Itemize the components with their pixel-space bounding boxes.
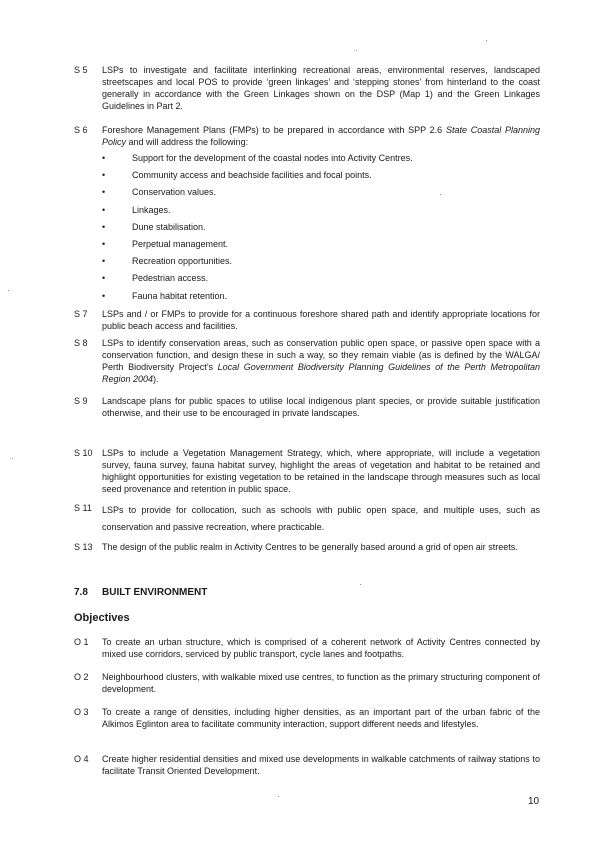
statement-s7 bbox=[74, 308, 540, 332]
objective-number: O 4 bbox=[74, 754, 89, 764]
objective-number: O 1 bbox=[74, 637, 89, 647]
list-item: • Recreation opportunities. bbox=[102, 256, 233, 267]
statement-text bbox=[102, 337, 540, 385]
scan-speck bbox=[360, 584, 361, 585]
objective-o3 bbox=[74, 706, 540, 730]
s6-bullet-list bbox=[102, 152, 522, 307]
statement-s10 bbox=[74, 447, 540, 495]
statement-text-start: Foreshore Management Plans (FMPs) to be prepared in accordance with SPP 2.6 bbox=[102, 125, 446, 135]
objective-o4 bbox=[74, 753, 540, 777]
bullet-icon: • bbox=[102, 256, 106, 267]
statement-number: S 8 bbox=[74, 338, 88, 348]
list-item: • Community access and beachside facilities and focal points. bbox=[102, 170, 372, 181]
statement-text-start: LSPs to identify conservation areas, such as conservation public open space, or passive open space with a conservation function, and design these in such a way, so they remain viable (as is defined by the WALGA/ Perth Biodiversity Project’s bbox=[102, 338, 540, 372]
objectives-heading: Objectives bbox=[74, 612, 130, 624]
objective-o2 bbox=[74, 671, 540, 695]
list-item: • Support for the development of the coastal nodes into Activity Centres. bbox=[102, 153, 413, 163]
statement-s5 bbox=[74, 64, 540, 112]
bullet-icon: • bbox=[102, 221, 106, 232]
bullet-icon: • bbox=[102, 273, 106, 284]
statement-text: Landscape plans for public spaces to utilise local indigenous plant species, or provide suitable justification otherwise, and their use to be encouraged in private landscapes. bbox=[102, 396, 540, 418]
statement-number: S 5 bbox=[74, 65, 88, 75]
section-heading bbox=[74, 587, 207, 598]
bullet-icon: • bbox=[102, 238, 106, 249]
list-item: • Linkages. bbox=[102, 204, 171, 215]
statement-number: S 7 bbox=[74, 309, 88, 319]
list-item: • Dune stabilisation. bbox=[102, 221, 206, 232]
scan-speck bbox=[356, 50, 357, 51]
statement-text-end: and will address the following: bbox=[126, 137, 249, 147]
statement-number: S 11 bbox=[74, 503, 92, 513]
objective-text: To create a range of densities, including higher densities, as an important part of the urban fabric of the Alkimos Eglinton area to facilitate community interaction, support different needs and lifestyles. bbox=[102, 707, 540, 729]
objective-number: O 3 bbox=[74, 707, 89, 717]
list-item: • Conservation values. bbox=[102, 187, 217, 198]
statement-text: The design of the public realm in Activity Centres to be generally based around a grid of open air streets. bbox=[102, 542, 518, 552]
statement-text bbox=[102, 124, 540, 148]
section-title: BUILT ENVIRONMENT bbox=[102, 587, 208, 598]
bullet-icon: • bbox=[102, 187, 106, 198]
list-item: • Fauna habitat retention. bbox=[102, 290, 228, 301]
statement-text: LSPs and / or FMPs to provide for a continuous foreshore shared path and identify appropriate locations for public beach access and facilities. bbox=[102, 309, 540, 331]
objective-number: O 2 bbox=[74, 672, 89, 682]
bullet-icon: • bbox=[102, 204, 106, 215]
statement-s6 bbox=[74, 124, 540, 148]
statement-s8 bbox=[74, 337, 540, 385]
bullet-icon: • bbox=[102, 153, 106, 163]
statement-s11 bbox=[74, 502, 540, 536]
list-item: • Perpetual management. bbox=[102, 238, 229, 249]
statement-number: S 9 bbox=[74, 396, 88, 406]
objective-text: Neighbourhood clusters, with walkable mixed use centres, to function as the primary structuring component of development. bbox=[102, 672, 540, 694]
statement-text: LSPs to provide for collocation, such as schools with public open space, and multiple uses, such as conservation and passive recreation, where practicable. bbox=[102, 505, 540, 532]
scan-speck bbox=[12, 458, 13, 459]
objective-text: Create higher residential densities and mixed use developments in walkable catchments of railway stations to facilitate Transit Oriented Development. bbox=[102, 754, 540, 776]
list-item: • Pedestrian access. bbox=[102, 273, 209, 284]
objective-text: To create an urban structure, which is comprised of a coherent network of Activity Centres connected by mixed use corridors, serviced by public transport, cycle lanes and footpaths. bbox=[102, 637, 540, 659]
statement-text: LSPs to include a Vegetation Management Strategy, which, where appropriate, will include a vegetation survey, fauna survey, fauna habitat survey, highlight the areas of vegetation and habitat to be retained and highlight opportunities for existing vegetation to be retained in the landscape through measures such as local seed provenance and retention in public space. bbox=[102, 448, 540, 494]
statement-number: S 13 bbox=[74, 542, 93, 552]
section-number: 7.8 bbox=[74, 587, 88, 598]
guideline-title: Local Government Biodiversity Planning Guidelines of the Perth Metropolitan Region 2004 bbox=[102, 362, 540, 384]
statement-text-end: ). bbox=[153, 374, 159, 384]
scan-speck bbox=[278, 796, 279, 797]
statement-s9 bbox=[74, 395, 540, 419]
statement-text: LSPs to investigate and facilitate interlinking recreational areas, environmental reserves, landscaped streetscapes and local POS to provide ‘green linkages’ and ‘stepping stones’ from hinterland to the coast generally in accordance with the Green Linkages shown on the DSP (Map 1) and the Green Linkages Guidelines in Part 2. bbox=[102, 65, 540, 111]
statement-number: S 6 bbox=[74, 125, 88, 135]
objective-o1 bbox=[74, 636, 540, 660]
bullet-icon: • bbox=[102, 170, 106, 181]
page-number: 10 bbox=[528, 796, 540, 807]
statement-number: S 10 bbox=[74, 448, 93, 458]
statement-s13 bbox=[74, 541, 540, 553]
scan-speck bbox=[486, 40, 487, 41]
policy-title: State Coastal Planning Policy bbox=[102, 125, 540, 147]
scan-speck bbox=[8, 290, 9, 291]
scan-speck bbox=[440, 194, 441, 195]
bullet-icon: • bbox=[102, 290, 106, 301]
